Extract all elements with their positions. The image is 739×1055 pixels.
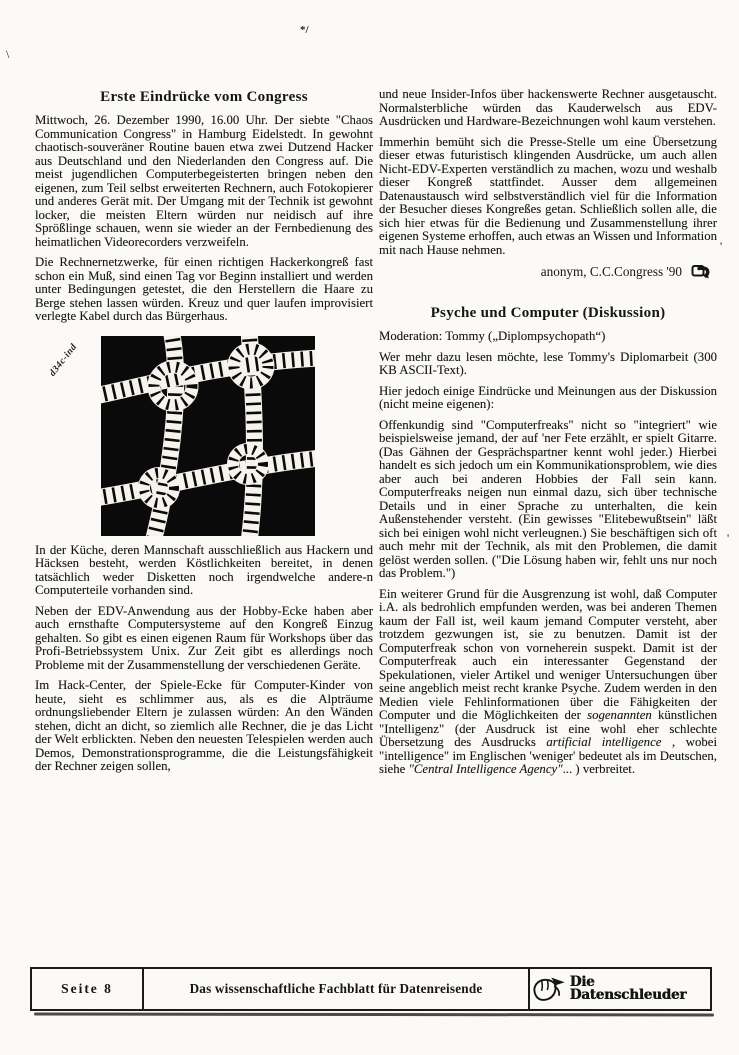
paragraph-text: , wobei "intelligence" im Englischen 'weniger' bedeutet als im Deutschen, siehe: [379, 735, 718, 776]
right-column: [379, 88, 717, 784]
left-column: [35, 88, 373, 781]
brand-name: Die Datenschleuder: [569, 973, 687, 1003]
section-title: Psyche und Computer (Diskussion): [430, 305, 666, 321]
paragraph: Hier jedoch einige Eindrücke und Meinungen aus der Diskussion (nicht meine eigenen):: [379, 383, 717, 411]
scan-artifact: ': [720, 239, 723, 253]
paragraph: Mittwoch, 26. Dezember 1990, 16.00 Uhr. Der siebte "Chaos Communication Congress" in Hamburg Eidelstedt. In gewohnt chaotisch-souveräner Routine bauen etwa zwei Dutzend Hacker aus Deutschland und den Niederlanden den Congress auf. Die meist jugendlichen Computerbegeisterten bringen neben den eigenen, zum Teil selbst erweiterten Rechnern, auch Fotokopierer und anderes Gerät mit. Der Umgang mit der Technik ist gewohnt locker, die meisten Eltern würden nur neidisch auf ihre Sprößlinge schauen, wenn sie wieder an der Fernbedienung des heimatlichen Videorecorders verzweifeln.: [35, 113, 373, 249]
scan-artifact: */: [300, 24, 309, 36]
paragraph: Immerhin bemüht sich die Presse-Stelle um eine Übersetzung dieser etwas futuristisch klingenden Ausdrücke, um auch allen Nicht-EDV-Experten verständlich zu machen, wozu und weshalb dieser Kongreß stattfindet. Ausser dem allgemeinen Datenaustausch wird selbstverständlich viel für die Information der Besucher dieses Kongreßes getan. Schließlich sollen alle, die sich hier etwas für die Bedienung und Zusammenstellung ihrer eigenen Systeme erhoffen, auch etwas an Wissen und Information mit nach Hause nehmen.: [379, 134, 717, 257]
paragraph: Die Rechnernetzwerke, für einen richtigen Hackerkongreß fast schon ein Muß, sind einen Tag vor Beginn installiert und werden unter Bedingungen getestet, die den Herstellern die Haare zu Berge stehen lassen würden. Kreuz und quer laufen improvisiert verlegte Kabel durch das Bürgerhaus.: [35, 255, 373, 323]
paragraph: Wer mehr dazu lesen möchte, lese Tommy's Diplomarbeit (300 KB ASCII-Text).: [379, 349, 717, 377]
pointer-hand-icon: [691, 264, 715, 280]
paragraph: [379, 588, 717, 777]
paragraph: Offenkundig sind "Computerfreaks" nicht so "integriert" wie beispielsweise jemand, der auf 'ner Fete erzählt, er spielt Gitarre. (Das Gähnen der Gesprächspartner kennt wohl jeder.) Hierbei handelt es sich jedoch um ein Kommunikationsproblem, wie dies aber auch bei anderen Hobbies der Fall sein kann. Computerfreaks neigen nun einmal dazu, sich über technische Details und in einer Sprache zu unterhalten, die kein Außenstehender versteht. (Ein gewisses "Elitebewußtsein" läßt sich bei einigen wohl nicht verleugnen.) Sie beschäftigen sich oft auch mehr mit der Technik, als mit den Problemen, die damit gelöst werden sollen. ("Die Lösung haben wir, fehlt uns nur noch das Problem."): [379, 417, 717, 580]
article-title: Erste Eindrücke vom Congress: [100, 89, 308, 105]
rope-net-graphic: [101, 336, 315, 536]
italic-term: artificial intelligence: [546, 735, 662, 749]
rope-net-image: [47, 336, 315, 536]
footer-tagline-text: Das wissenschaftliche Fachblatt für Datenreisende: [189, 981, 483, 997]
byline: [379, 264, 717, 280]
paragraph-text: künstlichen "Intelligenz" (der Ausdruck ist eine wohl eher schlechte Übersetzung des Ausdrucks: [379, 708, 717, 749]
italic-term: sogenannten: [587, 708, 652, 722]
footer-tagline: [144, 969, 528, 1009]
scan-smudge-line: [34, 1013, 714, 1017]
paragraph: Neben der EDV-Anwendung aus der Hobby-Ecke haben aber auch ernsthafte Computersysteme auf den Kongreß Einzug gehalten. So gibt es einen eigenen Raum für Workshops über das Profi-Betriebssystem Unix. Zur Zeit gibt es allerdings noch Probleme mit der Zusammenstellung der verschiedenen Geräte.: [35, 603, 373, 672]
scan-artifact: \: [6, 47, 10, 61]
footer-bar: [30, 967, 712, 1011]
photo-credit: d34c-ind: [47, 341, 80, 378]
scan-artifact: ': [727, 531, 730, 545]
footer-page-label: Seite 8: [61, 981, 113, 997]
paragraph-text: Ein weiterer Grund für die Ausgrenzung ist wohl, daß Computer i.A. als bedrohlich empfunden werden, was bei anderen Themen kaum der Fall ist, weil kaum jemand Computer versteht, aber trotzdem gezwungen ist, sie zu benutzen. Damit ist der Computerfreak schon von vorneherein suspekt. Damit ist der Computerfreak auch ein interessanter Gegenstand der Spekulationen, vieler Artikel und weniger Untersuchungen über seine angeblich meist recht kranke Psyche. Zudem werden in den Medien viele Fehlinformationen über die Fähigkeiten der Computer und die Möglichkeiten der: [379, 586, 717, 722]
footer-page-number: [32, 969, 144, 1009]
paragraph: und neue Insider-Infos über hackenswerte Rechner ausgetauscht. Normalsterbliche würden das Kauderwelsch aus EDV-Ausdrücken und Hardware-Bezeichnungen wohl kaum verstehen.: [379, 87, 717, 128]
datenschleuder-hand-icon: [530, 974, 567, 1004]
paragraph-text: ... ) verbreitet.: [562, 762, 636, 776]
byline-text: anonym, C.C.Congress '90: [540, 264, 682, 280]
brand-logo: [528, 969, 710, 1009]
paragraph: In der Küche, deren Mannschaft ausschließlich aus Hackern und Häcksen besteht, werden Köstlichkeiten bereitet, in denen tatsächlich weder Disketten noch irgendwelche andere-n Computerteile vorhanden sind.: [35, 542, 373, 597]
italic-term: "Central Intelligence Agency": [408, 762, 563, 776]
paragraph: Im Hack-Center, der Spiele-Ecke für Computer-Kinder von heute, sieht es schlimmer aus, als es die Alpträume ordnungsliebender Eltern je zulassen würden: An den Wänden stehen, dicht an dicht, so ziemlich alle Rechner, die je das Licht der Welt erblickten. Neben den neuesten Telespielen werden auch Demos, Demonstrationsprogramme, die die Leistungsfähigkeit der Rechner zeigen sollen,: [35, 678, 373, 773]
paragraph: Moderation: Tommy („Diplompsychopath“): [379, 329, 606, 343]
